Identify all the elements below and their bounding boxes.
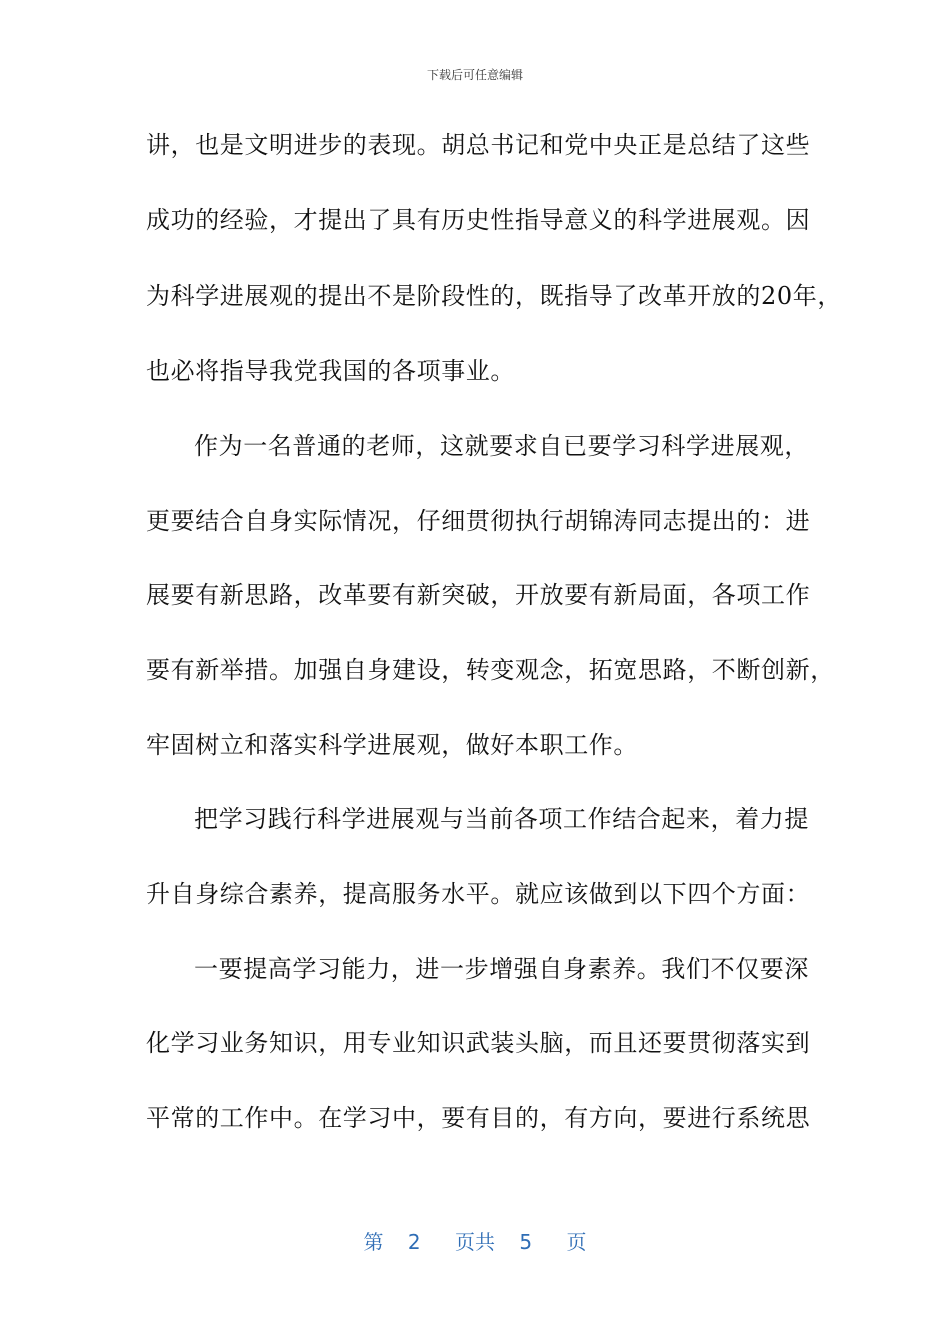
body-line: 化学习业务知识，用专业知识武装头脑，而且还要贯彻落实到: [146, 1029, 811, 1057]
body-line: 为科学进展观的提出不是阶段性的，既指导了改革开放的20年，: [146, 282, 842, 310]
body-line: 平常的工作中。在学习中，要有目的，有方向，要进行系统思: [146, 1104, 811, 1132]
current-page-number: 2: [407, 1230, 421, 1254]
page-suffix: 页: [566, 1230, 587, 1254]
header-note: 下载后可任意编辑: [426, 68, 523, 82]
body-line: 要有新举措。加强自身建设，转变观念，拓宽思路，不断创新，: [146, 656, 835, 684]
page-mid-text: 页共: [455, 1230, 495, 1254]
body-line: 讲，也是文明进步的表现。胡总书记和党中央正是总结了这些: [146, 131, 811, 159]
paragraph-first-line: 作为一名普通的老师，这就要求自已要学习科学进展观，: [194, 432, 809, 460]
body-line: 展要有新思路，改革要有新突破，开放要有新局面，各项工作: [146, 581, 811, 609]
page-prefix: 第: [363, 1230, 384, 1254]
body-line: 也必将指导我党我国的各项事业。: [146, 357, 515, 385]
paragraph-first-line: 一要提高学习能力，进一步增强自身素养。我们不仅要深: [194, 955, 809, 983]
page-number-footer: [0, 1226, 950, 1255]
body-line: 更要结合自身实际情况，仔细贯彻执行胡锦涛同志提出的：进: [146, 507, 811, 535]
paragraph-first-line: 把学习践行科学进展观与当前各项工作结合起来，着力提: [194, 805, 809, 833]
body-line: 牢固树立和落实科学进展观，做好本职工作。: [146, 731, 638, 759]
body-line: 升自身综合素养，提高服务水平。就应该做到以下四个方面：: [146, 880, 811, 908]
body-line: 成功的经验，才提出了具有历史性指导意义的科学进展观。因: [146, 206, 811, 234]
total-pages-number: 5: [519, 1230, 533, 1254]
